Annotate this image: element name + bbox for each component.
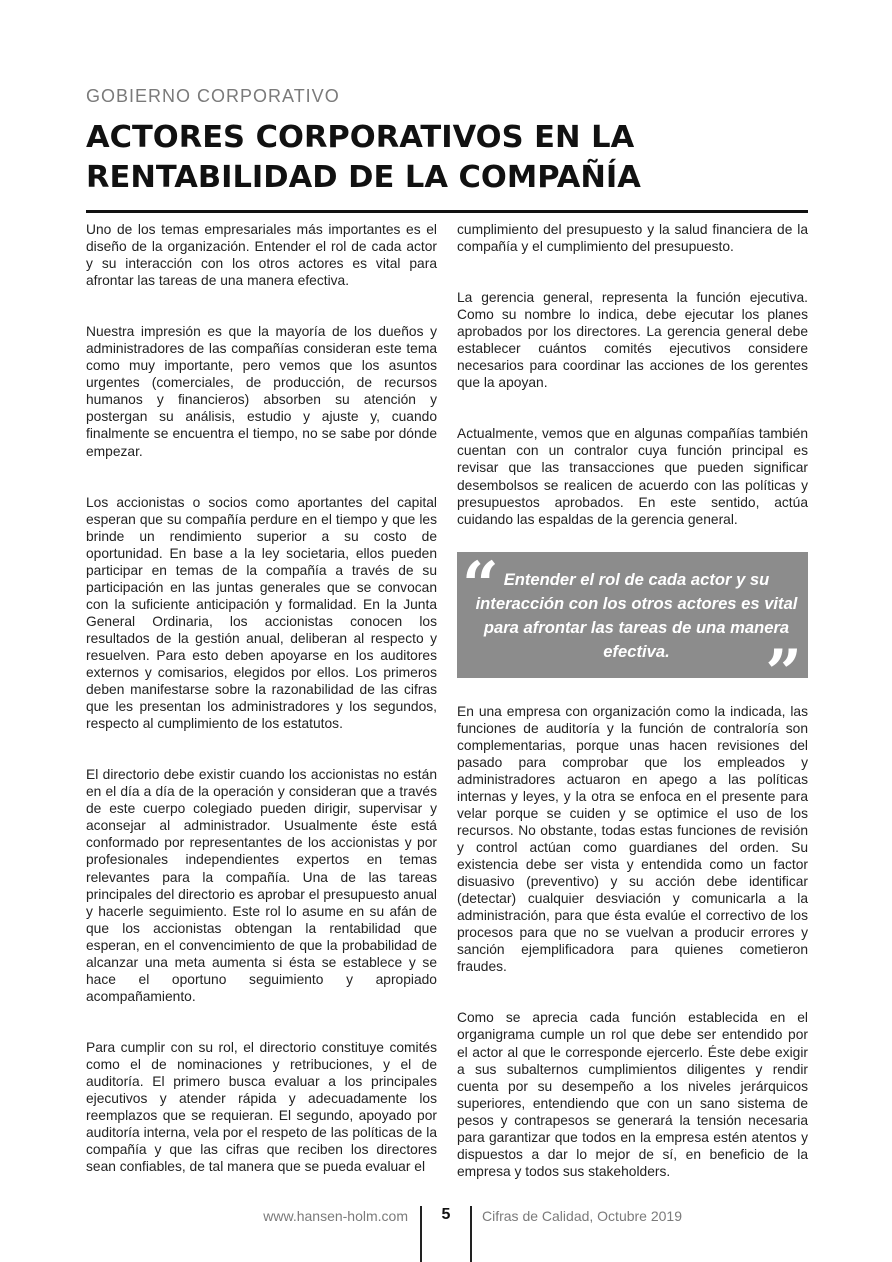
paragraph: Como se aprecia cada función establecida en el organigrama cumple un rol que debe ser entendido por el actor al que le corresponde ejercerlo. Éste debe exigir a sus subalternos cumplimientos diligentes y rendir cuenta por su desempeño a los niveles jerárquicos superiores, entendiendo que con un sano sistema de pesos y contrapesos se generará la tensión necesaria para garantizar que todos en la empresa estén atentos y dispuestos a dar lo mejor de sí, en beneficio de la empresa y todos sus stakeholders. bbox=[457, 1010, 808, 1179]
footer-divider-right bbox=[470, 1206, 472, 1262]
paragraph: cumplimiento del presupuesto y la salud financiera de la compañía y el cumplimiento del presupuesto. bbox=[457, 222, 808, 255]
left-column bbox=[86, 221, 437, 1209]
open-quote-icon: “ bbox=[462, 547, 499, 623]
paragraph: Actualmente, vemos que en algunas compañías también cuentan con un contralor cuya función principal es revisar que las transacciones que pueden significar desembolsos se realicen de acuerdo con las políticas y presupuestos aprobados. En este sentido, actúa cuidando las espaldas de la gerencia general. bbox=[457, 426, 808, 527]
paragraph: Uno de los temas empresariales más importantes es el diseño de la organización. Entender el rol de cada actor y su interacción con los otros actores es vital para afrontar las tareas de una manera efectiva. bbox=[86, 222, 437, 289]
title-divider bbox=[86, 210, 808, 213]
paragraph: Los accionistas o socios como aportantes del capital esperan que su compañía perdure en el tiempo y que les brinde un rendimiento superior a su costo de oportunidad. En base a la ley societaria, ellos pueden participar en temas de la compañía a través de su participación en las juntas generales que se convocan con la suficiente anticipación y formalidad. En la Junta General Ordinaria, los accionistas conocen los resultados de la gestión anual, deliberan al respecto y resuelven. Para esto deben apoyarse en los auditores externos y comisarios, elegidos por ellos. Los primeros deben manifestarse sobre la razonabilidad de las cifras que les presentan los administradores y los segundos, respecto al cumplimiento de los estatutos. bbox=[86, 494, 437, 732]
paragraph: Nuestra impresión es que la mayoría de los dueños y administradores de las compañías consideran este tema como muy importante, pero vemos que los asuntos urgentes (comerciales, de producción, de recursos humanos y financieros) absorben su atención y postergan su análisis, estudio y ajuste y, cuando finalmente se encuentra el tiempo, no se sabe por dónde empezar. bbox=[86, 324, 437, 459]
pull-quote-text: Entender el rol de cada actor y su interacción con los otros actores es vital para afrontar las tareas de una manera efectiva. bbox=[475, 569, 798, 661]
section-label: GOBIERNO CORPORATIVO bbox=[86, 86, 340, 106]
page-number: 5 bbox=[441, 1206, 451, 1223]
right-column bbox=[457, 221, 808, 1214]
article-title: ACTORES CORPORATIVOS EN LA RENTABILIDAD DE LA COMPAÑÍA bbox=[86, 120, 641, 195]
paragraph: En una empresa con organización como la indicada, las funciones de auditoría y la función de contraloría son complementarias, porque unas hacen revisiones del pasado para comprobar que los empleados y administradores actuaron en apego a las políticas internas y leyes, y la otra se enfoca en el presente para velar porque se cuiden y se optimice el uso de los recursos. No obstante, todas estas funciones de revisión y control actúan como guardianes del orden. Su existencia debe ser vista y entendida como un factor disuasivo (preventivo) y su acción debe identificar (detectar) cualquier desviación y comunicarla a la administración, para que ésta evalúe el correctivo de los procesos para que no se vuelvan a producir errores y sanción ejemplificadora para quienes cometieron fraudes. bbox=[457, 703, 808, 975]
page-footer bbox=[0, 1200, 892, 1262]
paragraph: El directorio debe existir cuando los accionistas no están en el día a día de la operación y consideran que a través de este cuerpo colegiado pueden dirigir, supervisar y aconsejar al administrador. Usualmente éste está conformado por representantes de los accionistas y por profesionales independientes expertos en temas relevantes para la compañía. Una de las tareas principales del directorio es aprobar el presupuesto anual y hacerle seguimiento. Este rol lo asume en su afán de que los accionistas obtengan la rentabilidad que esperan, en el convencimiento de que la probabilidad de alcanzar una meta aumenta si ésta se establece y se hace el oportuno seguimiento y apropiado acompañamiento. bbox=[86, 767, 437, 1004]
close-quote-icon: ” bbox=[765, 635, 802, 711]
paragraph: La gerencia general, representa la función ejecutiva. Como su nombre lo indica, debe ejecutar los planes aprobados por los directores. La gerencia general debe establecer cuántos comités ejecutivos considere necesarios para coordinar las acciones de los gerentes que la apoyan. bbox=[457, 290, 808, 391]
footer-website: www.hansen-holm.com bbox=[263, 1208, 408, 1224]
paragraph: Para cumplir con su rol, el directorio constituye comités como el de nominaciones y retribuciones, y el de auditoría. El primero busca evaluar a los principales ejecutivos y atender rápida y adecuadamente los reemplazos que se requieran. El segundo, apoyado por auditoría interna, vela por el respeto de las políticas de la compañía y que las cifras que reciben los directores sean confiables, de tal manera que se pueda evaluar el bbox=[86, 1039, 437, 1175]
pull-quote bbox=[457, 547, 808, 711]
footer-publication: Cifras de Calidad, Octubre 2019 bbox=[482, 1208, 682, 1224]
